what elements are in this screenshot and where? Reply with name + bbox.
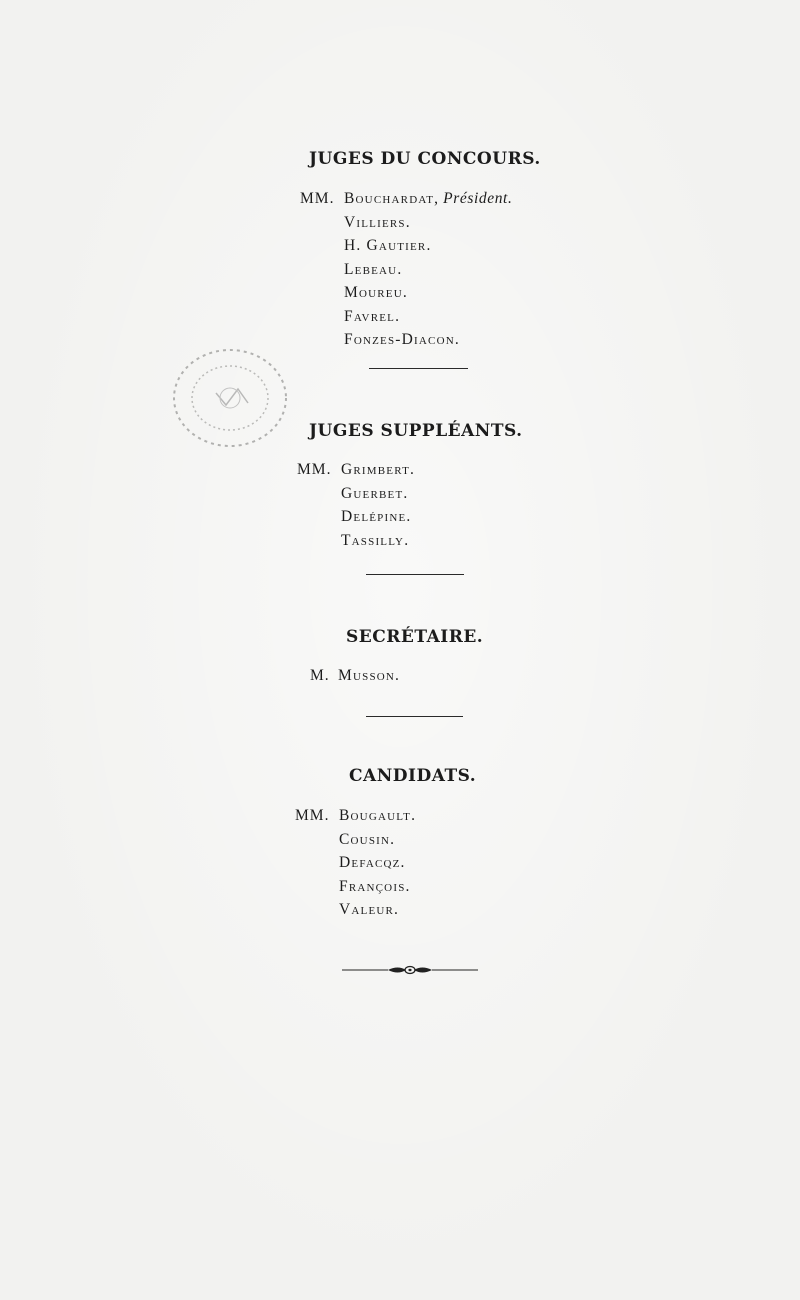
- list-item: [300, 281, 512, 305]
- list-item: [295, 851, 416, 875]
- list-item: [295, 828, 416, 852]
- secretary-name: Musson.: [338, 667, 401, 684]
- judge-name: Fonzes-Diacon.: [344, 331, 460, 348]
- list-item: [295, 875, 416, 899]
- juges-list: [300, 187, 512, 352]
- candidate-name: Defacqz.: [339, 854, 406, 871]
- list-prefix: MM.: [297, 461, 332, 478]
- secretaire-list: [310, 664, 400, 688]
- list-item: [297, 482, 415, 506]
- list-item: [297, 505, 415, 529]
- judge-name: Tassilly.: [341, 531, 410, 549]
- candidats-list: [295, 804, 416, 922]
- judge-name: Favrel.: [344, 307, 401, 325]
- heading-candidats: CANDIDATS.: [349, 766, 477, 786]
- heading-suppleants: JUGES SUPPLÉANTS.: [309, 421, 523, 441]
- judge-name: Guerbet.: [341, 484, 409, 502]
- suppleants-list: [297, 458, 415, 552]
- president-role: Président.: [443, 190, 513, 207]
- judge-name: Delépine.: [341, 508, 412, 525]
- list-item: [295, 898, 416, 922]
- judge-name: Moureu.: [344, 284, 408, 301]
- judge-name: Villiers.: [344, 213, 411, 231]
- ornament-flourish-icon: [340, 962, 480, 978]
- judge-name: Grimbert.: [341, 461, 416, 478]
- list-item: [300, 328, 512, 352]
- candidate-name: Bougault.: [339, 807, 417, 824]
- list-item: [297, 529, 415, 553]
- divider: [366, 574, 464, 575]
- list-prefix: MM.: [295, 807, 330, 824]
- divider: [369, 368, 468, 369]
- candidate-name: François.: [339, 877, 411, 895]
- president-name: Bouchardat,: [344, 190, 440, 207]
- list-item: [310, 664, 400, 688]
- list-item: [300, 305, 512, 329]
- library-stamp-icon: [168, 343, 292, 453]
- divider: [366, 716, 463, 717]
- heading-secretaire: SECRÉTAIRE.: [346, 627, 484, 647]
- judge-name: Lebeau.: [344, 260, 403, 278]
- list-item: [300, 234, 512, 258]
- list-item: [295, 804, 416, 828]
- list-item: [297, 458, 415, 482]
- list-item: [300, 187, 512, 211]
- list-item: [300, 258, 512, 282]
- judge-name: H. Gautier.: [344, 237, 432, 254]
- list-item: [300, 211, 512, 235]
- heading-juges: JUGES DU CONCOURS.: [309, 149, 541, 169]
- candidate-name: Valeur.: [339, 901, 400, 918]
- candidate-name: Cousin.: [339, 830, 396, 848]
- list-prefix: M.: [310, 667, 330, 684]
- list-prefix: MM.: [300, 190, 335, 207]
